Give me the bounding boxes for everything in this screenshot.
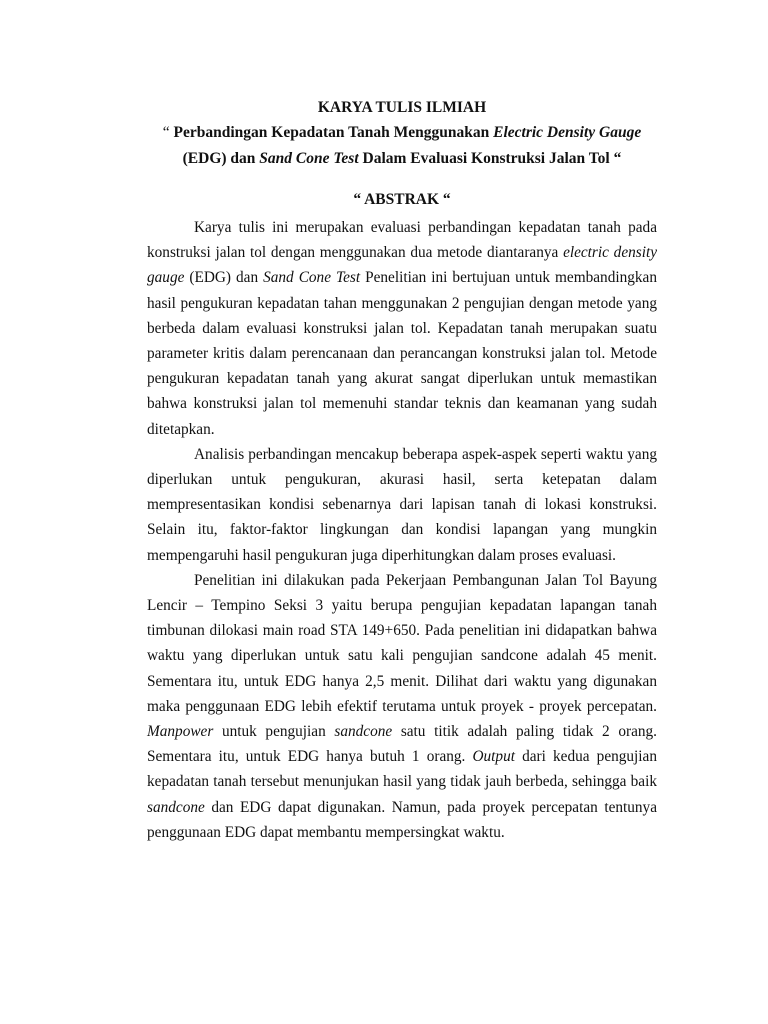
abstract-paragraph-2: Analisis perbandingan mencakup beberapa aspek-aspek seperti waktu yang diperlukan untuk pengukuran, akurasi hasil, serta ketepatan dalam mempresentasikan kondisi sebenarnya dari lapisan tanah di lokasi konstruksi. Selain itu, faktor-faktor lingkungan dan kondisi lapangan yang mungkin mempengaruhi hasil pengukuran juga diperhitungkan dalam proses evaluasi.	[147, 445, 657, 564]
paragraph-text: untuk pengujian	[213, 723, 335, 741]
paragraph-italic-term: sandcone	[147, 798, 205, 816]
subtitle-text: (EDG) dan	[182, 150, 260, 167]
subtitle-text: Perbandingan Kepadatan Tanah Menggunakan	[173, 124, 494, 141]
subtitle-open-quote: “	[162, 124, 174, 141]
paragraph-text: Karya tulis ini merupakan evaluasi perbandingan kepadatan tanah pada konstruksi jalan tol dengan menggunakan dua metode diantaranya	[147, 219, 657, 262]
subtitle-italic-term: Electric Density Gauge	[493, 124, 642, 141]
paragraph-text: Penelitian ini dilakukan pada Pekerjaan Pembangunan Jalan Tol Bayung Lencir – Tempino Seksi 3 yaitu berupa pengujian kepadatan lapangan tanah timbunan dilokasi main road STA 149+650. Pada penelitian ini didapatkan bahwa waktu yang diperlukan untuk satu kali pengujian sandcone adalah 45 menit. Sementara itu, untuk EDG hanya 2,5 menit. Dilihat dari waktu yang digunakan maka penggunaan EDG lebih efektif terutama untuk proyek - proyek percepatan.	[147, 571, 657, 715]
document-page	[147, 96, 657, 845]
subtitle-italic-term: Sand Cone Test	[259, 150, 359, 167]
paragraph-italic-term: Output	[472, 748, 515, 766]
abstract-heading: “ ABSTRAK “	[353, 191, 451, 208]
paragraph-italic-term: Manpower	[147, 723, 214, 741]
paragraph-text: (EDG) dan	[184, 269, 264, 287]
paragraph-text: dari kedua pengujian kepadatan tanah tersebut menunjukan hasil yang tidak jauh berbeda, sehingga baik	[147, 748, 657, 791]
abstract-paragraph-1	[147, 215, 657, 442]
paragraph-italic-term: sandcone	[334, 723, 393, 741]
abstract-paragraph-3	[147, 568, 657, 845]
paragraph-text: Penelitian ini bertujuan untuk membandingkan hasil pengukuran kepadatan tahan menggunakan 2 pengujian dengan metode yang berbeda dalam evaluasi konstruksi jalan tol. Kepadatan tanah merupakan suatu parameter kritis dalam perencanaan dan perancangan konstruksi jalan tol. Metode pengukuran kepadatan tanah yang akurat sangat diperlukan untuk memastikan bahwa konstruksi jalan tol memenuhi standar teknis dan keamanan yang sudah ditetapkan.	[147, 269, 657, 438]
subtitle-text: Dalam Evaluasi Konstruksi Jalan Tol “	[358, 150, 622, 167]
paragraph-italic-term: electric density gauge	[147, 244, 658, 287]
paragraph-italic-term: Sand Cone Test	[263, 269, 361, 287]
document-subtitle	[147, 120, 657, 172]
paragraph-text: satu titik adalah paling tidak 2 orang. Sementara itu, untuk EDG hanya butuh 1 orang.	[147, 723, 657, 766]
document-title: KARYA TULIS ILMIAH	[317, 99, 487, 116]
paragraph-text: dan EDG dapat digunakan. Namun, pada proyek percepatan tentunya penggunaan EDG dapat membantu mempersingkat waktu.	[147, 798, 657, 841]
